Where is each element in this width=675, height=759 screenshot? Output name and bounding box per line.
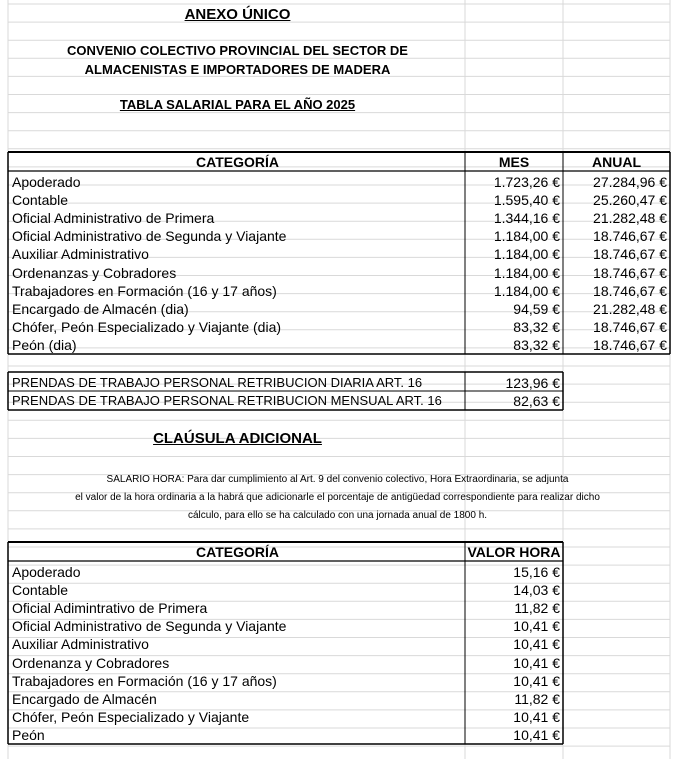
- hourly-row-value: 10,41 €: [513, 726, 560, 743]
- salary-row-month: 1.184,00 €: [493, 264, 560, 281]
- salary-row-category: Encargado de Almacén (dia): [12, 300, 189, 317]
- salary-row-month: 1.723,26 €: [493, 174, 560, 190]
- salary-row-year: 25.260,47 €: [593, 192, 667, 209]
- salary-row-month: 1.344,16 €: [493, 210, 560, 227]
- hourly-row-category: Auxiliar Administrativo: [12, 636, 149, 653]
- salary-row-month: 83,32 €: [513, 318, 560, 335]
- hourly-row-value: 10,41 €: [513, 654, 560, 671]
- hourly-row-value: 10,41 €: [513, 636, 560, 653]
- salary-col-month: MES: [498, 154, 530, 170]
- hourly-row-category: Trabajadores en Formación (16 y 17 años): [12, 672, 277, 689]
- salary-col-year: ANUAL: [592, 154, 641, 170]
- salary-row-category: Ordenanzas y Cobradores: [12, 264, 177, 281]
- salary-row-month: 1.184,00 €: [493, 282, 560, 299]
- clothing-label: PRENDAS DE TRABAJO PERSONAL RETRIBUCION MENSUAL ART. 16: [12, 393, 442, 408]
- salary-row-category: Peón (dia): [12, 336, 77, 353]
- hourly-row-category: Ordenanza y Cobradores: [12, 654, 170, 671]
- agreement-title-line2: ALMACENISTAS E IMPORTADORES DE MADERA: [84, 62, 391, 77]
- salary-row-year: 18.746,67 €: [593, 228, 667, 245]
- salary-row-category: Trabajadores en Formación (16 y 17 años): [12, 282, 277, 299]
- clothing-value: 82,63 €: [513, 393, 560, 409]
- clause-text-line2: el valor de la hora ordinaria a la habrá que adicionarle el porcentaje de antigüedad correspondiente para realizar dicho: [75, 492, 600, 503]
- hourly-row-category: Encargado de Almacén: [12, 690, 157, 707]
- hourly-col-category: CATEGORÍA: [196, 544, 279, 560]
- hourly-row-value: 10,41 €: [513, 708, 560, 725]
- salary-row-year: 18.746,67 €: [593, 282, 667, 299]
- clause-text-line1: SALARIO HORA: Para dar cumplimiento al Art. 9 del convenio colectivo, Hora Extraordinaria, se adjunta: [106, 474, 569, 485]
- salary-table-title: TABLA SALARIAL PARA EL AÑO 2025: [119, 97, 356, 112]
- salary-row-year: 21.282,48 €: [593, 300, 667, 317]
- salary-row-category: Auxiliar Administrativo: [12, 246, 149, 263]
- clothing-value: 123,96 €: [505, 375, 560, 391]
- salary-row-month: 83,32 €: [513, 336, 560, 353]
- salary-row-year: 21.282,48 €: [593, 210, 667, 227]
- salary-row-year: 18.746,67 €: [593, 246, 667, 263]
- salary-row-category: Contable: [12, 192, 69, 209]
- hourly-row-value: 11,82 €: [514, 690, 560, 707]
- salary-col-category: CATEGORÍA: [196, 154, 279, 170]
- clothing-label: PRENDAS DE TRABAJO PERSONAL RETRIBUCION DIARIA ART. 16: [12, 375, 423, 390]
- additional-clause-title: CLAÚSULA ADICIONAL: [153, 430, 322, 447]
- salary-row-month: 94,59 €: [513, 300, 560, 317]
- salary-row-category: Oficial Administrativo de Primera: [12, 210, 215, 227]
- hourly-col-hour: VALOR HORA: [467, 544, 561, 560]
- clause-text-line3: cálculo, para ello se ha calculado con una jornada anual de 1800 h.: [187, 510, 488, 521]
- salary-row-month: 1.184,00 €: [493, 228, 560, 245]
- hourly-row-category: Chófer, Peón Especializado y Viajante: [12, 708, 250, 725]
- hourly-row-category: Apoderado: [12, 564, 81, 580]
- hourly-row-category: Peón: [12, 726, 45, 743]
- salary-row-year: 27.284,96 €: [593, 174, 667, 190]
- salary-row-month: 1.184,00 €: [493, 246, 560, 263]
- hourly-row-category: Contable: [12, 582, 69, 599]
- annex-title: ANEXO ÚNICO: [184, 6, 291, 23]
- hourly-row-category: Oficial Administrativo de Segunda y Viajante: [12, 618, 287, 635]
- salary-row-year: 18.746,67 €: [593, 318, 667, 335]
- hourly-row-value: 11,82 €: [514, 600, 560, 617]
- salary-row-category: Chófer, Peón Especializado y Viajante (dia): [12, 318, 282, 335]
- hourly-row-value: 15,16 €: [513, 564, 560, 580]
- hourly-row-category: Oficial Adimintrativo de Primera: [12, 600, 208, 617]
- salary-row-year: 18.746,67 €: [593, 264, 667, 281]
- hourly-row-value: 10,41 €: [513, 672, 560, 689]
- salary-row-year: 18.746,67 €: [593, 336, 667, 353]
- salary-row-month: 1.595,40 €: [493, 192, 560, 209]
- hourly-row-value: 14,03 €: [513, 582, 560, 599]
- agreement-title-line1: CONVENIO COLECTIVO PROVINCIAL DEL SECTOR DE: [67, 43, 408, 58]
- hourly-row-value: 10,41 €: [513, 618, 560, 635]
- salary-row-category: Oficial Administrativo de Segunda y Viajante: [12, 228, 287, 245]
- salary-row-category: Apoderado: [12, 174, 81, 190]
